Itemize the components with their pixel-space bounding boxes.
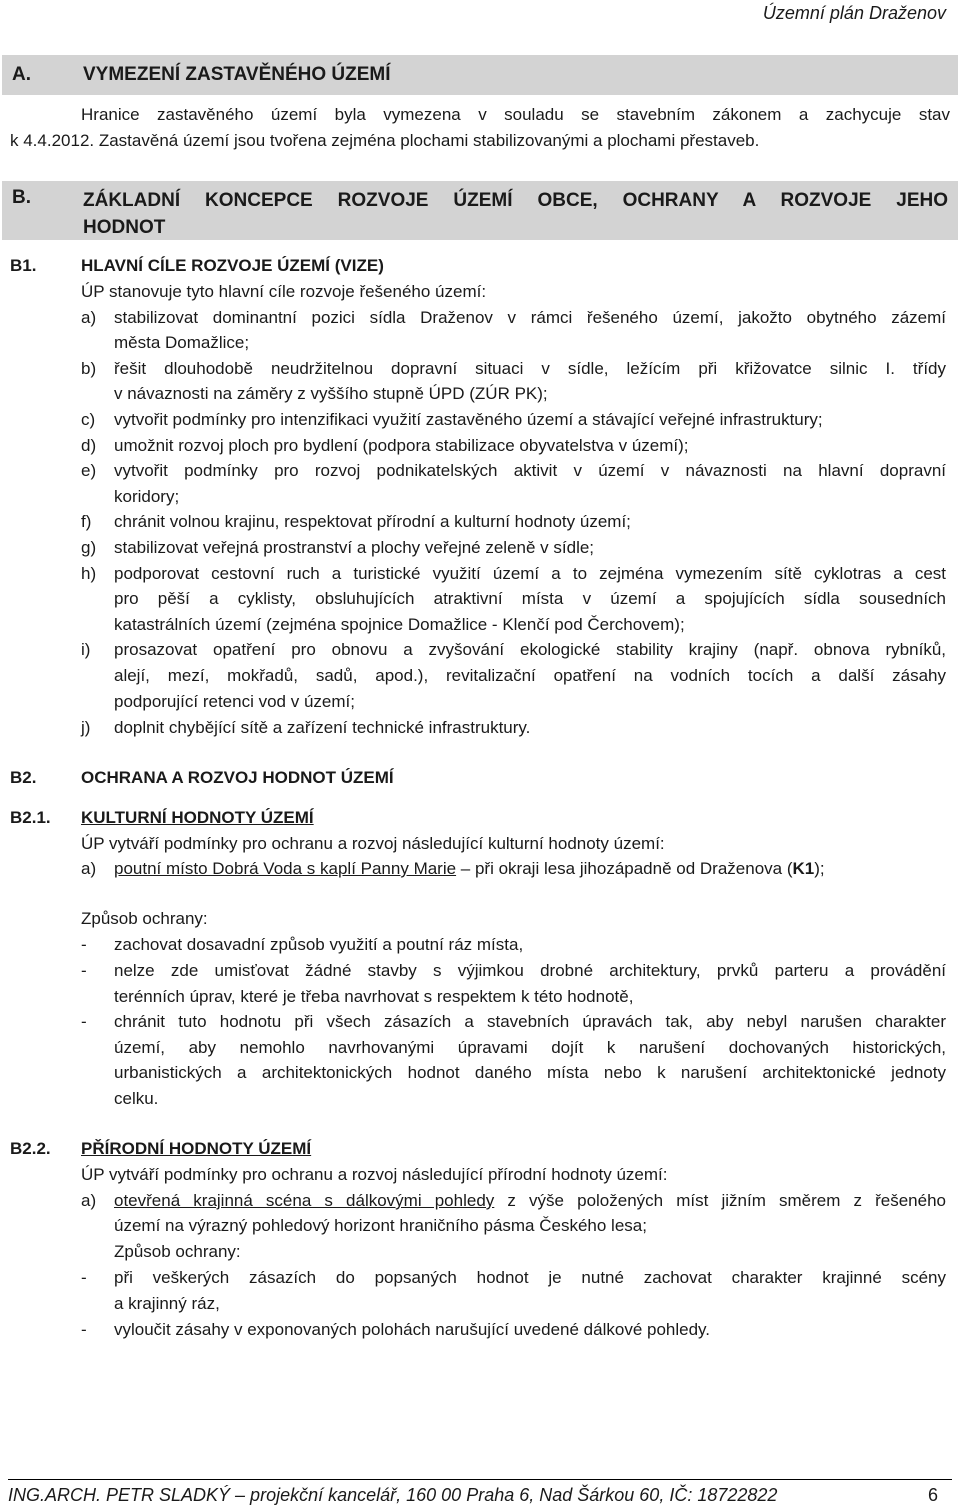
b21-intro: ÚP vytváří podmínky pro ochranu a rozvoj následující kulturní hodnoty území: — [81, 834, 665, 853]
b1-item-marker: j) — [81, 718, 91, 737]
b22-item-direction: z výše položených míst jižním směrem z řešeného — [494, 1191, 946, 1210]
b21-item-code: K1 — [792, 859, 815, 878]
dash-bullet: - — [81, 1320, 87, 1339]
b1-item-text: doplnit chybějící sítě a zařízení technické infrastruktury. — [114, 718, 531, 737]
page-number: 6 — [927, 1485, 938, 1505]
b1-item-text: řešit dlouhodobě neudržitelnou dopravní situaci v sídle, ležícím při křižovatce silnic I. třídy — [114, 359, 946, 378]
dash-bullet: - — [81, 1268, 87, 1287]
b1-item-marker: c) — [81, 410, 96, 429]
b1-item-text: stabilizovat veřejná prostranství a plochy veřejné zeleně v sídle; — [114, 538, 595, 557]
b22-protection-1: a krajinný ráz, — [114, 1294, 220, 1313]
page-header: Územní plán Draženov — [762, 3, 946, 23]
section-b-label: B. — [12, 187, 31, 208]
section-b-title-line2: HODNOT — [83, 217, 166, 238]
b1-item-marker: h) — [81, 564, 97, 583]
b22-item-marker: a) — [81, 1191, 97, 1210]
section-a-text-line1: Hranice zastavěného území byla vymezena v souladu se stavebním zákonem a zachycuje stav — [81, 105, 950, 124]
b1-item-marker: f) — [81, 512, 92, 531]
b1-item-text: podporující retenci vod v území; — [114, 692, 355, 711]
b21-item-place: poutní místo Dobrá Voda s kaplí Panny Marie — [114, 859, 457, 878]
b1-item-marker: d) — [81, 436, 97, 455]
b1-item-text: umožnit rozvoj ploch pro bydlení (podpora stabilizace obyvatelstva v území); — [114, 436, 689, 455]
b1-item-text: stabilizovat dominantní pozici sídla Draženov v rámci řešeného území, jakožto obytného zázemí — [114, 308, 946, 327]
b21-item-end: ); — [814, 859, 825, 878]
b1-item-text: chránit volnou krajinu, respektovat přírodní a kulturní hodnoty území; — [114, 512, 631, 531]
b1-item-marker: b) — [81, 359, 97, 378]
section-a-banner — [2, 55, 958, 95]
b21-protection-3: urbanistických a architektonických hodnot daného místa nebo k narušení architektonické jednoty — [114, 1063, 946, 1082]
b22-protection-2: vyloučit zásahy v exponovaných polohách narušující uvedené dálkové pohledy. — [114, 1320, 711, 1339]
b1-item-marker: i) — [81, 640, 91, 659]
b1-item-text: koridory; — [114, 487, 180, 506]
b1-item-text: města Domažlice; — [114, 333, 250, 352]
b1-item-marker: a) — [81, 308, 97, 327]
b1-item-marker: e) — [81, 461, 97, 480]
b1-item-text: alejí, mezí, mokřadů, sadů, apod.), revitalizační opatření na vodních tocích a další zásahy — [114, 666, 946, 685]
dash-bullet: - — [81, 935, 87, 954]
footer-divider — [8, 1479, 952, 1480]
b22-title: PŘÍRODNÍ HODNOTY ÚZEMÍ — [81, 1139, 312, 1158]
b22-item-text — [114, 1191, 946, 1211]
b22-intro: ÚP vytváří podmínky pro ochranu a rozvoj následující přírodní hodnoty území: — [81, 1165, 668, 1184]
b21-item-location: – při okraji lesa jihozápadně od Draženova ( — [456, 859, 793, 878]
b21-protection-2: terénních úprav, které je třeba navrhovat s respektem k této hodnotě, — [114, 987, 634, 1006]
b21-protection-heading: Způsob ochrany: — [81, 909, 208, 928]
section-b-title-line1: ZÁKLADNÍ KONCEPCE ROZVOJE ÚZEMÍ OBCE, OCHRANY A ROZVOJE JEHO — [83, 190, 948, 211]
b21-protection-1: zachovat dosavadní způsob využití a poutní ráz místa, — [114, 935, 524, 954]
b22-protection-heading: Způsob ochrany: — [114, 1242, 241, 1261]
b1-item-text: prosazovat opatření pro obnovu a zvyšování ekologické stability krajiny (např. obnova rybníků, — [114, 640, 946, 659]
b1-item-text: katastrálních území (zejména spojnice Domažlice - Klenčí pod Čerchovem); — [114, 615, 685, 634]
section-a-title: VYMEZENÍ ZASTAVĚNÉHO ÚZEMÍ — [83, 64, 391, 85]
b21-protection-3: chránit tuto hodnotu při všech zásazích a stavebních úpravách tak, aby nebyl narušen charakter — [114, 1012, 946, 1031]
b22-item-scene: otevřená krajinná scéna s dálkovými pohledy — [114, 1191, 495, 1210]
section-a-text-line2: k 4.4.2012. Zastavěná území jsou tvořena zejména plochami stabilizovanými a plochami přestaveb. — [10, 131, 760, 150]
b1-item-text: v návaznosti na záměry z vyššího stupně ÚPD (ZÚR PK); — [114, 384, 548, 403]
b1-label: B1. — [10, 256, 37, 275]
b2-title: OCHRANA A ROZVOJ HODNOT ÚZEMÍ — [81, 768, 394, 787]
b21-title: KULTURNÍ HODNOTY ÚZEMÍ — [81, 808, 314, 827]
b2-label: B2. — [10, 768, 37, 787]
b22-protection-1: při veškerých zásazích do popsaných hodnot je nutné zachovat charakter krajinné scény — [114, 1268, 946, 1287]
b21-item-marker: a) — [81, 859, 97, 878]
section-b-banner — [2, 181, 958, 240]
b21-protection-3: území, aby nemohlo navrhovanými úpravami dojít k narušení dochovaných historických, — [114, 1038, 946, 1057]
b21-protection-2: nelze zde umisťovat žádné stavby s výjimkou drobné architektury, prvků parteru a provádění — [114, 961, 946, 980]
b21-item-text — [114, 859, 825, 879]
b22-item-text: území na výrazný pohledový horizont hraničního pásma Českého lesa; — [114, 1216, 647, 1235]
b21-label: B2.1. — [10, 808, 51, 827]
b1-item-text: vytvořit podmínky pro rozvoj podnikatelských aktivit v území v návaznosti na hlavní dopravní — [114, 461, 946, 480]
b1-intro: ÚP stanovuje tyto hlavní cíle rozvoje řešeného území: — [81, 282, 487, 301]
b1-item-text: vytvořit podmínky pro intenzifikaci využití zastavěného území a stávající veřejné infrastruktury; — [114, 410, 823, 429]
section-a-label: A. — [12, 64, 31, 85]
b1-item-text: podporovat cestovní ruch a turistické využití území a to zejména vymezením sítě cyklotras a cest — [114, 564, 946, 583]
b22-label: B2.2. — [10, 1139, 51, 1158]
dash-bullet: - — [81, 1012, 87, 1031]
b21-protection-3: celku. — [114, 1089, 159, 1108]
footer-text: ING.ARCH. PETR SLADKÝ – projekční kancelář, 160 00 Praha 6, Nad Šárkou 60, IČ: 18722822 — [8, 1485, 778, 1505]
page-footer — [8, 1485, 938, 1506]
b1-item-marker: g) — [81, 538, 97, 557]
b1-item-text: pro pěší a cyklisty, obsluhujících atraktivní místa v území a spojujících sídla sousedních — [114, 589, 946, 608]
dash-bullet: - — [81, 961, 87, 980]
b1-title: HLAVNÍ CÍLE ROZVOJE ÚZEMÍ (VIZE) — [81, 256, 384, 275]
